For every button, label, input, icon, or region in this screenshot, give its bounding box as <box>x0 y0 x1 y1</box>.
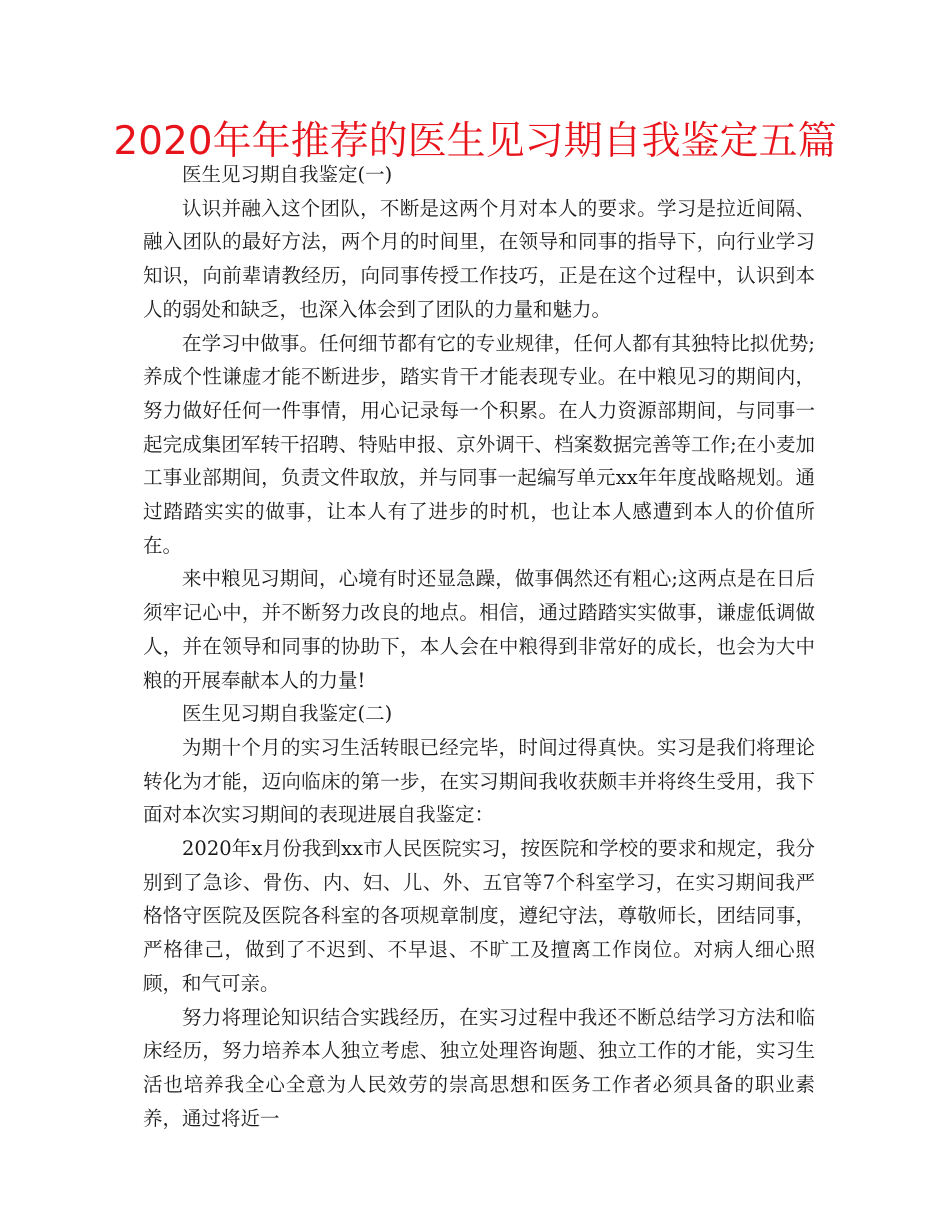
paragraph-1-1: 认识并融入这个团队，不断是这两个月对本人的要求。学习是拉近间隔、融入团队的最好方法，两个月的时间里，在领导和同事的指导下，向行业学习知识，向前辈请教经历，向同事传授工作技巧，正是在这个过程中，认识到本人的弱处和缺乏，也深入体会到了团队的力量和魅力。 <box>143 196 815 321</box>
paragraph-1-3: 来中粮见习期间，心境有时还显急躁，做事偶然还有粗心;这两点是在日后须牢记心中，并不断努力改良的地点。相信，通过踏踏实实做事，谦虚低调做人，并在领导和同事的协助下，本人会在中粮得到非常好的成长，也会为大中粮的开展奉献本人的力量! <box>143 567 815 692</box>
section-heading-2: 医生见习期自我鉴定(二) <box>182 702 393 726</box>
paragraph-2-3: 努力将理论知识结合实践经历，在实习过程中我还不断总结学习方法和临床经历，努力培养本人独立考虑、独立处理咨询题、独立工作的才能，实习生活也培养我全心全意为人民效劳的崇高思想和医务工作者必须具备的职业素养，通过将近一 <box>143 1005 815 1130</box>
paragraph-2-1: 为期十个月的实习生活转眼已经完毕，时间过得真快。实习是我们将理论转化为才能，迈向临床的第一步，在实习期间我收获颇丰并将终生受用，我下面对本次实习期间的表现进展自我鉴定： <box>143 735 815 827</box>
paragraph-1-2: 在学习中做事。任何细节都有它的专业规律，任何人都有其独特比拟优势;养成个性谦虚才能不断进步，踏实肯干才能表现专业。在中粮见习的期间内，努力做好任何一件事情，用心记录每一个积累。在人力资源部期间，与同事一起完成集团军转干招聘、特贴申报、京外调干、档案数据完善等工作;在小麦加工事业部期间，负责文件取放，并与同事一起编写单元xx年年度战略规划。通过踏踏实实的做事，让本人有了进步的时机，也让本人感遭到本人的价值所在。 <box>143 331 815 557</box>
paragraph-2-2: 2020年x月份我到xx市人民医院实习，按医院和学校的要求和规定，我分别到了急诊、骨伤、内、妇、儿、外、五官等7个科室学习，在实习期间我严格恪守医院及医院各科室的各项规章制度，遵纪守法，尊敬师长，团结同事，严格律己，做到了不迟到、不早退、不旷工及擅离工作岗位。对病人细心照顾，和气可亲。 <box>143 837 815 995</box>
document-body <box>143 158 815 1135</box>
document-title: 2020年年推荐的医生见习期自我鉴定五篇 <box>113 119 837 164</box>
section-heading-1: 医生见习期自我鉴定(一) <box>182 163 393 186</box>
